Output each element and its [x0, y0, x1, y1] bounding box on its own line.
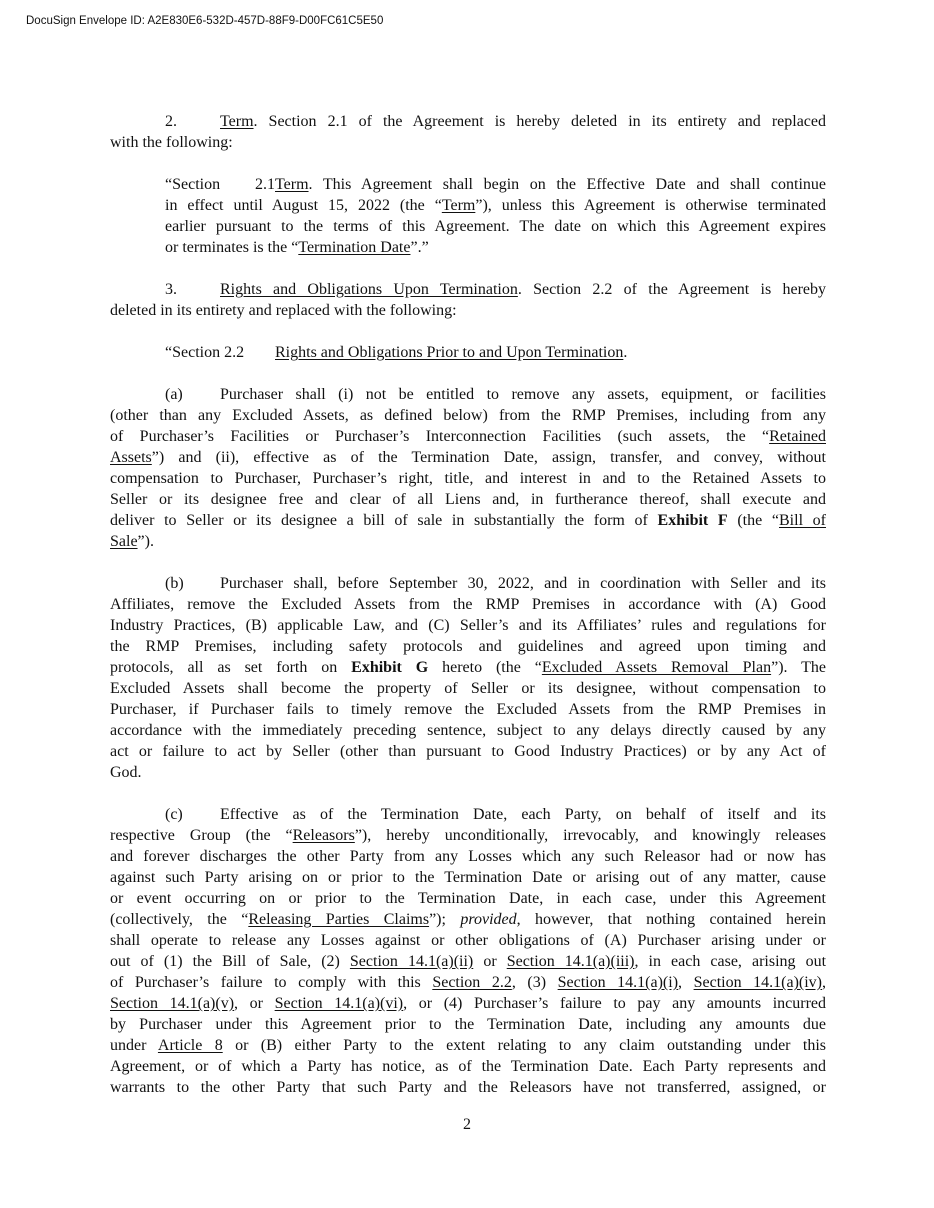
text-line	[110, 699, 826, 720]
text-segment: or (B) either Party to the extent relating to any claim outstanding under this	[222, 1037, 826, 1054]
text-line	[165, 195, 826, 216]
bold-text: Exhibit G	[351, 659, 429, 676]
defined-term-reference: Section 14.1(a)(iv)	[693, 974, 822, 991]
paragraph-gap	[110, 783, 826, 804]
numbered-paragraph	[110, 279, 826, 321]
paragraph-label: (a)	[165, 386, 183, 403]
text-segment: (the “	[727, 512, 779, 529]
text-line	[110, 1077, 826, 1098]
text-line	[110, 972, 826, 993]
text-segment: God.	[110, 764, 142, 781]
quoted-section	[110, 174, 826, 258]
paragraph-label: 2.	[165, 113, 177, 130]
page-number: 2	[463, 1116, 471, 1133]
text-line	[165, 237, 826, 258]
defined-term-reference: Section 14.1(a)(iii)	[506, 953, 635, 970]
text-segment: earlier pursuant to the terms of this Agreement. The date on which this Agreement expires	[165, 218, 826, 235]
text-segment: (collectively, the “	[110, 911, 249, 928]
text-segment: Agreement, or of which a Party has notice, as of the Termination Date. Each Party represents and	[110, 1058, 826, 1075]
defined-term-reference: Section 14.1(a)(ii)	[349, 953, 474, 970]
text-line	[110, 111, 826, 132]
text-line	[110, 447, 826, 468]
defined-term-reference: Term	[275, 176, 309, 193]
paragraph-label: 3.	[165, 281, 177, 298]
text-segment: .	[623, 344, 628, 361]
text-line	[110, 300, 826, 321]
text-segment: shall operate to release any Losses against or other obligations of (A) Purchaser arising under or	[110, 932, 826, 949]
text-line	[110, 678, 826, 699]
bold-text: Exhibit F	[657, 512, 728, 529]
numbered-paragraph	[110, 573, 826, 783]
text-segment: Industry Practices, (B) applicable Law, and (C) Seller’s and its Affiliates’ rules and regulations for	[110, 617, 826, 634]
text-segment: ”).	[137, 533, 154, 550]
text-line	[110, 426, 826, 447]
defined-term-reference: Excluded Assets Removal Plan	[541, 659, 772, 676]
text-segment: Excluded Assets shall become the property of Seller or its designee, without compensation to	[110, 680, 826, 697]
defined-term-reference: Retained	[769, 428, 826, 445]
paragraph-gap	[110, 552, 826, 573]
text-segment: , or	[234, 995, 275, 1012]
defined-term-reference: Section 2.2	[432, 974, 512, 991]
defined-term-reference: Termination Date	[298, 239, 411, 256]
text-segment: Purchaser shall, before September 30, 2022, and in coordination with Seller and its	[220, 575, 826, 592]
text-segment: warrants to the other Party that such Party and the Releasors have not transferred, assigned, or	[110, 1079, 826, 1096]
text-line	[110, 1014, 826, 1035]
defined-term-reference: Assets	[110, 449, 152, 466]
text-segment: Seller or its designee free and clear of all Liens and, in furtherance thereof, shall execute and	[110, 491, 826, 508]
text-line	[110, 888, 826, 909]
text-line	[110, 468, 826, 489]
text-segment: protocols, all as set forth on	[110, 659, 352, 676]
text-segment: with the following:	[110, 134, 233, 151]
text-segment: ,	[678, 974, 694, 991]
text-line	[110, 741, 826, 762]
text-segment: ”). The	[771, 659, 826, 676]
defined-term-reference: Bill of	[779, 512, 826, 529]
text-segment: , however, that nothing contained herein	[516, 911, 826, 928]
text-segment: under	[110, 1037, 158, 1054]
paragraph-gap	[110, 363, 826, 384]
text-line	[110, 1035, 826, 1056]
document-body	[110, 111, 826, 1098]
text-segment: Effective as of the Termination Date, each Party, on behalf of itself and its	[220, 806, 826, 823]
text-line	[110, 930, 826, 951]
paragraph-label: “Section 2.2	[165, 344, 245, 361]
text-line	[110, 531, 826, 552]
text-segment: . This Agreement shall begin on the Effective Date and shall continue	[308, 176, 826, 193]
text-line	[110, 510, 826, 531]
paragraph-label: “Section 2.1	[165, 176, 275, 193]
text-segment: Purchaser shall (i) not be entitled to remove any assets, equipment, or facilities	[220, 386, 826, 403]
text-line	[165, 216, 826, 237]
text-line	[110, 993, 826, 1014]
text-segment: accordance with the immediately preceding sentence, subject to any delays directly caused by any	[110, 722, 826, 739]
text-line	[110, 615, 826, 636]
paragraph-gap	[110, 153, 826, 174]
text-line	[110, 720, 826, 741]
quoted-section	[110, 342, 826, 363]
text-segment: of Purchaser’s Facilities or Purchaser’s Interconnection Facilities (such assets, the “	[110, 428, 770, 445]
text-segment: (other than any Excluded Assets, as defined below) from the RMP Premises, including from any	[110, 407, 826, 424]
defined-term-reference: Releasors	[292, 827, 355, 844]
text-segment: act or failure to act by Seller (other than pursuant to Good Industry Practices) or by any Act of	[110, 743, 826, 760]
text-segment: or terminates is the “	[165, 239, 299, 256]
text-line	[110, 657, 826, 678]
text-segment: ”) and (ii), effective as of the Termination Date, assign, transfer, and convey, without	[151, 449, 826, 466]
text-line	[110, 762, 826, 783]
numbered-paragraph	[110, 111, 826, 153]
defined-term-reference: Sale	[110, 533, 138, 550]
text-line	[110, 489, 826, 510]
text-line	[110, 405, 826, 426]
text-segment: deleted in its entirety and replaced with the following:	[110, 302, 457, 319]
text-segment: . Section 2.2 of the Agreement is hereby	[517, 281, 826, 298]
text-segment: . Section 2.1 of the Agreement is hereby deleted in its entirety and replaced	[253, 113, 826, 130]
text-segment: , or (4) Purchaser’s failure to pay any amounts incurred	[403, 995, 826, 1012]
text-line	[110, 279, 826, 300]
text-segment: ”);	[429, 911, 461, 928]
paragraph-label: (c)	[165, 806, 183, 823]
text-segment: or event occurring on or prior to the Termination Date, in each case, under this Agreement	[110, 890, 826, 907]
text-segment: ”), hereby unconditionally, irrevocably, and knowingly releases	[354, 827, 826, 844]
defined-term-reference: Section 14.1(a)(vi)	[274, 995, 404, 1012]
text-segment: of Purchaser’s failure to comply with this	[110, 974, 433, 991]
defined-term-reference: Section 14.1(a)(v)	[110, 995, 235, 1012]
text-segment: and forever discharges the other Party from any Losses which any such Releasor had or now has	[110, 848, 826, 865]
text-segment: , in each case, arising out	[634, 953, 826, 970]
paragraph-gap	[110, 258, 826, 279]
defined-term-reference: Term	[441, 197, 476, 214]
text-line	[110, 384, 826, 405]
text-segment: ”), unless this Agreement is otherwise terminated	[475, 197, 826, 214]
text-segment: ,	[822, 974, 826, 991]
text-segment: hereto (the “	[428, 659, 542, 676]
text-segment: the RMP Premises, including safety protocols and guidelines and agreed upon timing and	[110, 638, 826, 655]
text-line	[110, 846, 826, 867]
text-segment: by Purchaser under this Agreement prior to the Termination Date, including any amounts due	[110, 1016, 826, 1033]
text-line	[110, 132, 826, 153]
text-line	[165, 174, 826, 195]
defined-term-reference: Section 14.1(a)(i)	[557, 974, 679, 991]
text-line	[110, 951, 826, 972]
numbered-paragraph	[110, 384, 826, 552]
text-line	[110, 804, 826, 825]
text-segment: Purchaser, if Purchaser fails to timely remove the Excluded Assets from the RMP Premises in	[110, 701, 826, 718]
paragraph-gap	[110, 321, 826, 342]
defined-term-reference: Article 8	[157, 1037, 223, 1054]
text-segment: ”.”	[410, 239, 429, 256]
text-line	[110, 909, 826, 930]
docusign-envelope-id: DocuSign Envelope ID: A2E830E6-532D-457D-88F9-D00FC61C5E50	[26, 15, 384, 27]
text-segment: in effect until August 15, 2022 (the “	[165, 197, 442, 214]
text-line	[110, 825, 826, 846]
text-line	[110, 1056, 826, 1077]
text-line	[110, 867, 826, 888]
paragraph-label: (b)	[165, 575, 184, 592]
text-line	[110, 573, 826, 594]
text-segment: Affiliates, remove the Excluded Assets from the RMP Premises in accordance with (A) Good	[110, 596, 826, 613]
text-line	[165, 342, 826, 363]
text-segment: deliver to Seller or its designee a bill of sale in substantially the form of	[110, 512, 658, 529]
defined-term-reference: Term	[220, 113, 254, 130]
text-segment: , (3)	[511, 974, 558, 991]
text-segment: or	[473, 953, 507, 970]
text-segment: against such Party arising on or prior to the Termination Date or arising out of any matter, cause	[110, 869, 826, 886]
numbered-paragraph	[110, 804, 826, 1098]
text-segment: compensation to Purchaser, Purchaser’s right, title, and interest in and to the Retained Assets to	[110, 470, 826, 487]
text-line	[110, 636, 826, 657]
text-segment: out of (1) the Bill of Sale, (2)	[110, 953, 350, 970]
defined-term-reference: Releasing Parties Claims	[248, 911, 430, 928]
italic-text: provided	[460, 911, 517, 928]
defined-term-reference: Rights and Obligations Upon Termination	[220, 281, 518, 298]
defined-term-reference: Rights and Obligations Prior to and Upon Termination	[275, 344, 624, 361]
text-segment: respective Group (the “	[110, 827, 293, 844]
text-line	[110, 594, 826, 615]
